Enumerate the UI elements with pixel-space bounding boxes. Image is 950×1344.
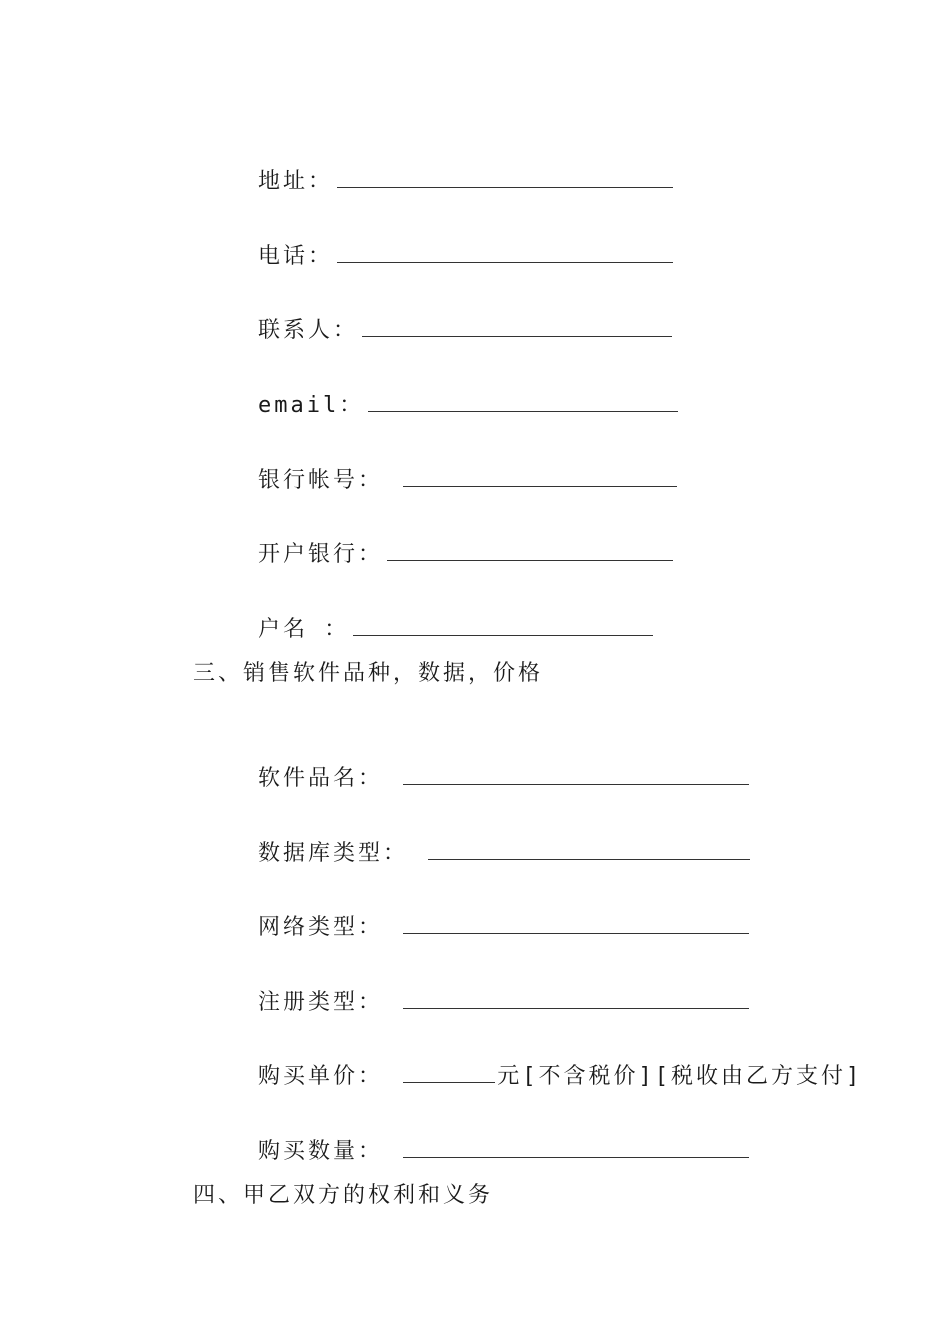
- section3-heading: 三、销售软件品种，数据，价格: [193, 661, 544, 686]
- contact-blank: [362, 316, 672, 337]
- quantity-label: 购买数量：: [257, 1139, 400, 1164]
- address-label: 地址：: [257, 169, 333, 194]
- bank-account-blank: [403, 466, 677, 487]
- account-name-blank: [353, 615, 653, 636]
- unit-price-blank: [403, 1062, 495, 1083]
- software-name-label: 软件品名：: [257, 766, 400, 791]
- software-name-blank: [403, 764, 749, 785]
- unit-price-label: 购买单价：: [257, 1064, 400, 1089]
- unit-price-suffix: 元[不含税价][税收由乙方支付]: [497, 1064, 863, 1089]
- database-type-blank: [428, 839, 750, 860]
- network-type-label: 网络类型：: [257, 915, 400, 940]
- bank-name-blank: [387, 540, 673, 561]
- network-type-blank: [403, 913, 749, 934]
- email-blank: [368, 391, 678, 412]
- section4-heading: 四、甲乙双方的权利和义务: [193, 1183, 494, 1208]
- contact-label: 联系人：: [257, 318, 358, 343]
- database-type-label: 数据库类型：: [257, 841, 425, 866]
- address-blank: [337, 167, 673, 188]
- phone-blank: [337, 242, 673, 263]
- account-name-label: 户名 ：: [257, 617, 350, 642]
- registration-type-blank: [403, 988, 749, 1009]
- registration-type-label: 注册类型：: [257, 990, 400, 1015]
- bank-name-label: 开户银行：: [257, 542, 383, 567]
- phone-label: 电话：: [257, 244, 333, 269]
- bank-account-label: 银行帐号：: [257, 468, 400, 493]
- email-label: email：: [257, 393, 365, 418]
- quantity-blank: [403, 1137, 749, 1158]
